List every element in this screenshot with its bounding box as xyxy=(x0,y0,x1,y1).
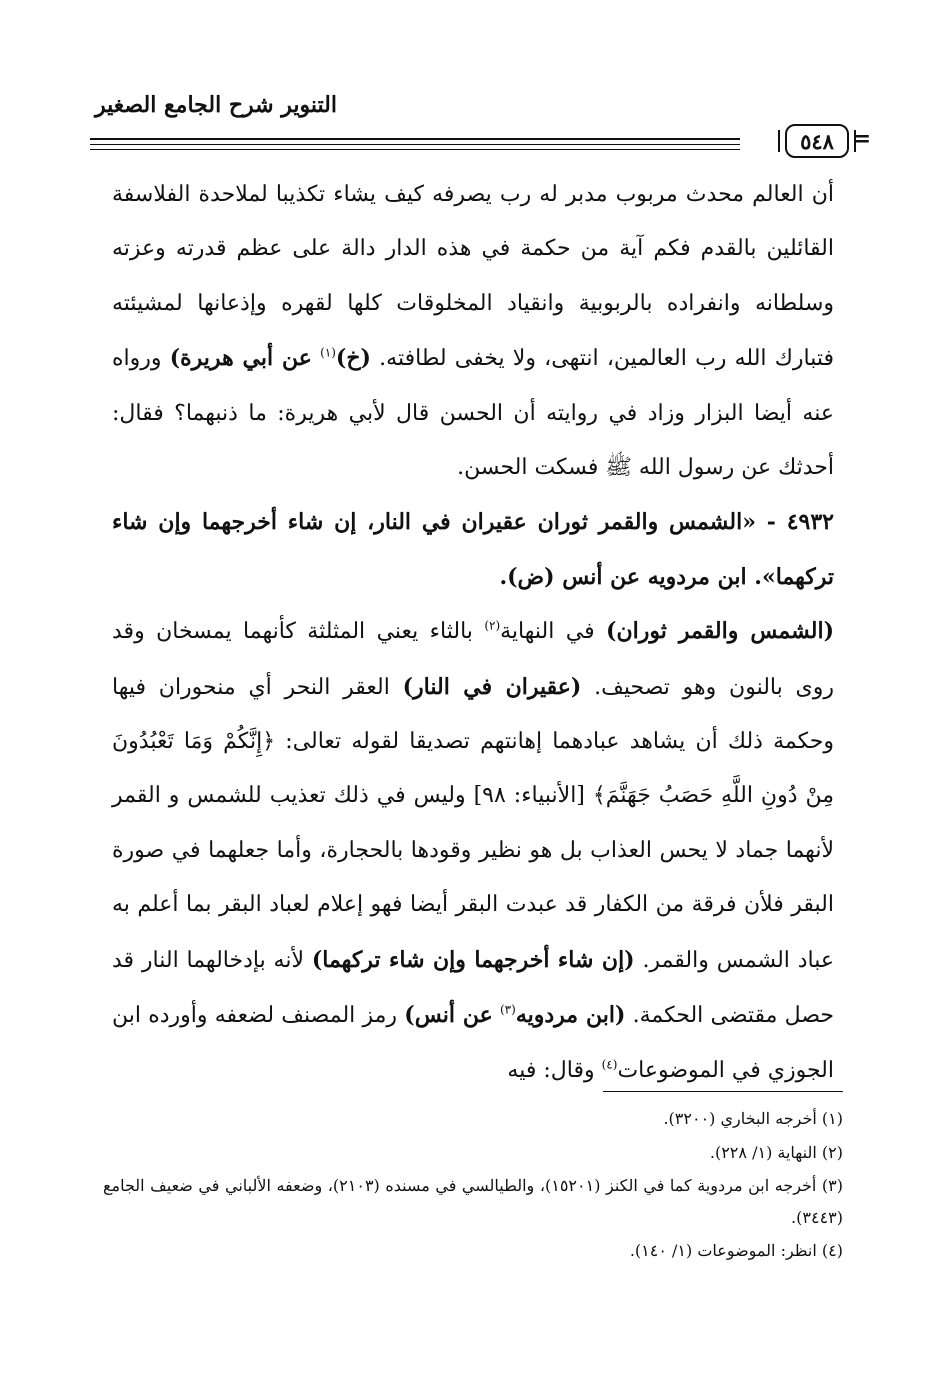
footnote-ref: (٢) xyxy=(484,618,501,633)
page-number-text: ٥٤٨ xyxy=(800,128,834,154)
footnote-2: (٢) النهاية (١/ ٢٢٨). xyxy=(709,1143,843,1162)
header-rule xyxy=(90,149,740,150)
quoted-phrase: (عقيران في النار) xyxy=(402,673,582,700)
footnote-ref: (٣) xyxy=(499,1002,516,1017)
footnote-4: (٤) انظر: الموضوعات (١/ ١٤٠). xyxy=(629,1241,843,1260)
header-rule xyxy=(90,138,740,140)
hadith-number: ٤٩٣٢ xyxy=(786,509,834,536)
footnote-ref: (٤) xyxy=(601,1057,618,1072)
page-number xyxy=(785,124,849,158)
quran-verse: ﴿إِنَّكُمْ وَمَا تَعْبُدُونَ مِنْ دُونِ اللَّهِ حَصَبُ جَهَنَّمَ﴾ xyxy=(112,729,834,809)
hadith-text: «الشمس والقمر ثوران عقيران في النار، إن شاء أخرجهما وإن شاء تركهما». xyxy=(112,509,834,590)
quoted-phrase: (الشمس والقمر ثوران) xyxy=(606,618,834,645)
quoted-phrase: عن أنس) xyxy=(404,1002,493,1029)
source-symbol: (خ) xyxy=(335,345,371,372)
main-text xyxy=(112,168,834,1098)
hadith-source: ابن مردويه عن أنس (ض). xyxy=(499,563,747,590)
footnotes xyxy=(103,1102,843,1268)
narrator-ref: عن أبي هريرة) xyxy=(169,345,312,372)
footnote-ref: (١) xyxy=(320,345,336,360)
paragraph-commentary-2: (الشمس والقمر ثوران) في النهاية$^{(٢)}$ بالثاء يعني المثلثة كأنهما يمسخان وقد روى بالنون وهو تصحيف. (عقيران في النار) العقر النحر أي منحوران فيها وحكمة ذلك أن يشاهد عبادهما إهانتهم تصديقا لقوله تعالى: ﴿إِنَّكُمْ وَمَا تَعْبُدُونَ مِنْ دُونِ اللَّهِ حَصَبُ جَهَنَّمَ﴾ [الأنبياء: ٩٨] وليس في ذلك تعذيب للشمس و القمر لأنهما جماد لا يحس العذاب بل هو نظير وقودها بالحجارة، وأما جعلهما في صورة البقر فلأن فرقة من الكفار قد عبدت البقر أيضا فهو إعلام لعباد البقر بما أعلم به عباد الشمس والقمر. (إن شاء أخرجهما وإن شاء تركهما) لأنه بإدخالهما النار قد حصل مقتضى الحكمة. (ابن مردويه$^{(٣)}$ عن أنس) رمز المصنف لضعفه وأورده ابن الجوزي في الموضوعات$^{(٤)}$ وقال: فيه xyxy=(112,618,835,1083)
running-header-title: التنوير شرح الجامع الصغير xyxy=(95,92,337,118)
footnote-separator xyxy=(603,1091,843,1092)
hadith-entry: ٤٩٣٢ - «الشمس والقمر ثوران عقيران في النار، إن شاء أخرجهما وإن شاء تركهما». ابن مردويه عن أنس (ض). xyxy=(112,509,834,590)
header-ornament: = xyxy=(852,126,871,152)
quoted-phrase: (ابن مردويه xyxy=(515,1002,626,1029)
footnote-3: (٣) أخرجه ابن مردوية كما في الكنز (١٥٢٠١)، والطيالسي في مسنده (٢١٠٣)، وضعفه الألباني في ضعيف الجامع (٣٤٤٣). xyxy=(103,1176,843,1227)
quoted-phrase: (إن شاء أخرجهما وإن شاء تركهما) xyxy=(311,946,635,973)
footnote-1: (١) أخرجه البخاري (٣٢٠٠). xyxy=(663,1109,843,1128)
paragraph-commentary-1: أن العالم محدث مربوب مدبر له رب يصرفه كيف يشاء تكذيبا لملاحدة الفلاسفة القائلين بالقدم فكم آية من حكمة في هذه الدار دالة على عظم قدرته وعزته وسلطانه وانفراده بالربوبية وانقياد المخلوقات كلها لقهره وإذعانها لمشيئته فتبارك الله رب العالمين، انتهى، ولا يخفى لطافته. (خ)$^{(١)}$ عن أبي هريرة) ورواه عنه أيضا البزار وزاد في روايته أن الحسن قال لأبي هريرة: ما ذنبهما؟ فقال: أحدثك عن رسول الله ﷺ فسكت الحسن. xyxy=(112,182,834,481)
header-rule xyxy=(90,144,740,145)
